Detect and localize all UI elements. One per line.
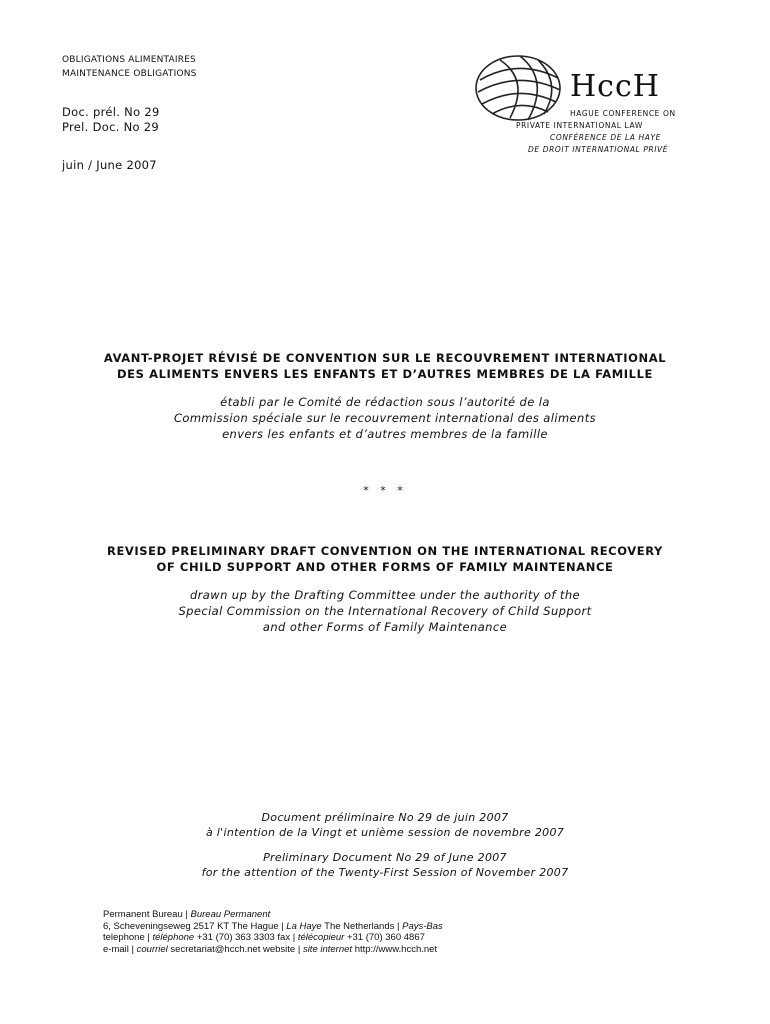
logo-line-3: CONFÉRENCE DE LA HAYE — [550, 133, 662, 142]
title-fr-line-2: DES ALIMENTS ENVERS LES ENFANTS ET D’AUTRES MEMBRES DE LA FAMILLE — [117, 367, 653, 381]
prelim-en-line-1: Preliminary Document No 29 of June 2007 — [263, 851, 507, 864]
doc-ref-fr: Doc. prél. No 29 — [62, 105, 160, 119]
separator: * * * — [363, 484, 407, 497]
subtitle-en-line-3: and other Forms of Family Maintenance — [262, 620, 508, 634]
header-line-en: MAINTENANCE OBLIGATIONS — [62, 69, 197, 79]
website-link[interactable]: http://www.hcch.net — [354, 943, 438, 955]
doc-date: juin / June 2007 — [62, 158, 157, 172]
title-en-line-2: OF CHILD SUPPORT AND OTHER FORMS OF FAMILY MAINTENANCE — [156, 560, 614, 574]
logo-line-1: HAGUE CONFERENCE ON — [570, 109, 676, 118]
prelim-fr-line-2: à l'intention de la Vingt et unième session de novembre 2007 — [205, 826, 565, 839]
title-fr-line-1: AVANT-PROJET RÉVISÉ DE CONVENTION SUR LE RECOUVREMENT INTERNATIONAL — [103, 351, 667, 365]
title-fr — [40, 350, 730, 382]
footer-line-3: telephone | téléphone +31 (70) 363 3303 fax | télécopieur +31 (70) 360 4867 — [103, 932, 425, 943]
header-line-fr: OBLIGATIONS ALIMENTAIRES — [62, 55, 196, 65]
logo-line-4: DE DROIT INTERNATIONAL PRIVÉ — [528, 145, 669, 154]
prelim-fr-line-1: Document préliminaire No 29 de juin 2007 — [261, 811, 509, 824]
prelim-en — [40, 850, 730, 880]
prelim-fr — [40, 810, 730, 840]
subtitle-fr-line-2: Commission spéciale sur le recouvrement international des aliments — [173, 411, 597, 425]
footer-address — [103, 909, 723, 955]
hcch-logo — [470, 50, 700, 160]
hcch-wordmark: HccH — [570, 69, 660, 104]
footer-line-1: Permanent Bureau | Bureau Permanent — [103, 909, 271, 920]
header-block — [62, 53, 197, 81]
footer-line-4: e-mail | courriel secretariat@hcch.net website | site internet http://www.hcch.net — [103, 943, 438, 955]
doc-reference — [62, 105, 160, 135]
title-en — [40, 543, 730, 575]
subtitle-fr-line-3: envers les enfants et d’autres membres de la famille — [222, 427, 548, 441]
title-en-line-1: REVISED PRELIMINARY DRAFT CONVENTION ON THE INTERNATIONAL RECOVERY — [107, 544, 663, 558]
prelim-en-line-2: for the attention of the Twenty-First Session of November 2007 — [201, 866, 569, 879]
subtitle-fr-line-1: établi par le Comité de rédaction sous l’autorité de la — [220, 395, 550, 409]
logo-line-2: PRIVATE INTERNATIONAL LAW — [516, 121, 643, 130]
globe-icon — [470, 50, 570, 130]
subtitle-en-line-2: Special Commission on the International Recovery of Child Support — [178, 604, 592, 618]
subtitle-en — [40, 587, 730, 635]
doc-ref-en: Prel. Doc. No 29 — [62, 120, 160, 134]
email-link[interactable]: secretariat@hcch.net website — [170, 943, 296, 955]
subtitle-fr — [40, 394, 730, 442]
subtitle-en-line-1: drawn up by the Drafting Committee under the authority of the — [189, 588, 580, 602]
footer-line-2: 6, Scheveningseweg 2517 KT The Hague | La Haye The Netherlands | Pays-Bas — [103, 920, 443, 932]
